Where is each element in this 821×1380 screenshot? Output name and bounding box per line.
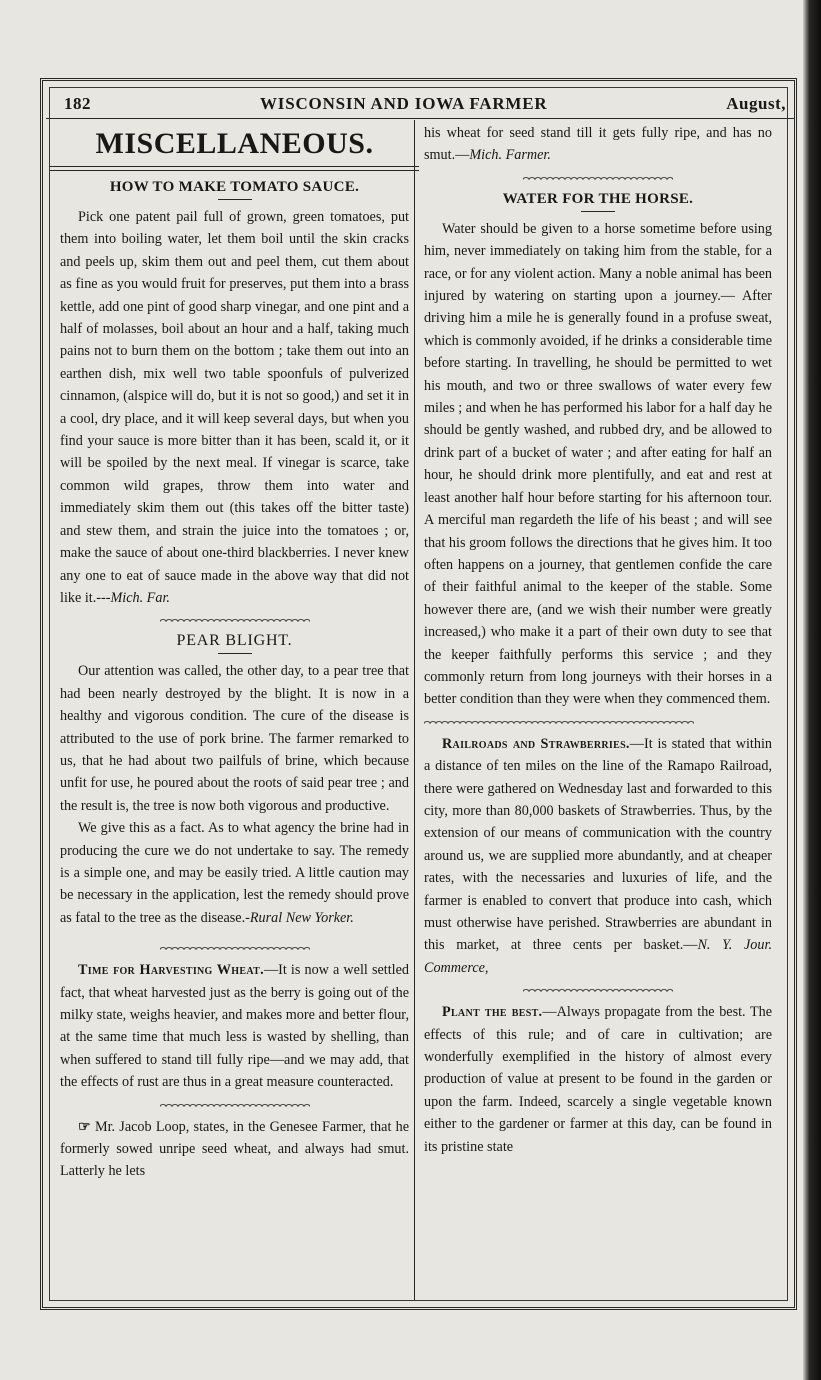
pointing-hand-icon: ☞ <box>78 1118 91 1135</box>
heading-rule <box>218 199 252 200</box>
running-header <box>54 92 790 116</box>
article-separator <box>523 985 673 993</box>
article-body-water-horse: Water should be given to a horse sometime before using him, never immediately on taking him from the stable, for a race, or for any violent action. Many a noble animal has been injured by watering on starting upon a journey.— After driving him a mile he is generally found in a profuse sweat, which is commonly avoided, if he drinks a considerable time before starting. In travelling, he should be permitted to wet his mouth, and two or three swallows of water every few miles ; and when he has performed his labor for a half day he should be gently washed, and rubbed dry, and be allowed to drink part of a bucket of water ; and after eating for half an hour, he should drink more plentifully, and eat and rest at least another half hour before starting for his afternoon tour. A merciful man regardeth the life of his beast ; and will see that his groom follows the directions that he gives him. It too often happens on a journey, that gentlemen confide the care of their faithful animal to the keeper of the stable. Some however there are, (and we wish their number were greatly increased,) who make it a part of their own duty to see that the keeper faithfully performs this service ; and they commonly return from long journeys with their horses in a better condition than they were when they commenced them. <box>424 220 772 708</box>
publication-title: WISCONSIN AND IOWA FARMER <box>260 94 548 113</box>
page-number: 182 <box>64 94 91 113</box>
article-plant-the-best: Plant the best.—Always propagate from the best. The effects of this rule; and of care in cultivation; are wonderfully exemplified in the history of almost every production of value at present to be found in the garden or upon the farm. Indeed, scarcely a single vegetable known either to the gardener or farmer at this day, can be found in its pristine state <box>424 1004 773 1155</box>
article-separator <box>523 173 673 181</box>
header-rule <box>46 118 794 119</box>
article-body-pear-blight-1: Our attention was called, the other day, to a pear tree that had been nearly destroyed by the blight. It is now in a healthy and vigorous condition. The cure of the disease is attributed to the use of pork brine. The farmer remarked to us, that he had about two pailfuls of brine, which because unfit for use, he poured about the roots of said pear tree ; and the result is, the tree is now both vigorous and productive. <box>60 663 409 814</box>
right-column <box>424 122 772 1158</box>
issue-month: August, <box>726 94 786 113</box>
article-separator <box>160 1100 310 1108</box>
article-separator <box>160 615 310 623</box>
section-rule <box>50 166 419 171</box>
section-title: MISCELLANEOUS. <box>95 127 374 160</box>
article-separator <box>160 943 310 951</box>
article-heading-tomato-sauce: HOW TO MAKE TOMATO SAUCE. <box>109 179 360 195</box>
page-edge-shadow <box>803 0 821 1380</box>
heading-rule <box>218 653 252 654</box>
left-column <box>60 122 409 1183</box>
article-separator <box>424 717 694 725</box>
heading-rule <box>581 211 615 212</box>
article-railroads-strawberries: Railroads and Strawberries.—It is stated that within a distance of ten miles on the line of the Ramapo Railroad, there were gathered on Wednesday last and forwarded to this city, more than 80,000 baskets of Strawberries. Thus, by the extension of our means of communication with the country around us, we are supplied more abundantly, and at cheaper rates, with the necessaries and luxuries of life, and the farmer is enabled to convert that produce into cash, which must otherwise have perished. Strawberries are abundant in this market, at three cents per basket.—N. Y. Jour. Commerce, <box>424 735 772 976</box>
article-harvesting-wheat: Time for Harvesting Wheat.—It is now a well settled fact, that wheat harvested just as the berry is going out of the milky state, weighs heavier, and makes more and better flour, at the same time that much less is wasted by shelling, than when suffered to stand till fully ripe—and we may add, that the effects of rust are thus in a great measure counteracted. <box>60 962 410 1091</box>
article-continuation: his wheat for seed stand till it gets fully ripe, and has no smut.—Mich. Farmer. <box>424 125 772 164</box>
article-jacob-loop: ☞ Mr. Jacob Loop, states, in the Genesee Farmer, that he formerly sowed unripe seed wheat, and always had smut. Latterly he lets <box>60 1118 410 1180</box>
article-body-pear-blight-2: We give this as a fact. As to what agency the brine had in producing the cure we do not undertake to say. The remedy is a simple one, and may be easily tried. A little caution may be necessary in the application, lest the remedy should prove as fatal to the tree as the disease.-Rural New Yorker. <box>60 820 409 926</box>
article-heading-pear-blight: PEAR BLIGHT. <box>176 632 293 650</box>
article-body-tomato-sauce: Pick one patent pail full of grown, green tomatoes, put them into boiling water, let them boil until the skin cracks and peels up, skim them out and peel them, cut them about as fine as you would fruit for preserves, put them into a brass kettle, add one pint of good sharp vinegar, and one pint and a half of molasses, boil about an hour and a half, taking much pains not to burn them on the bottom ; take them out into an earthen dish, mix well two table spoonfuls of pulverized cinnamon, (alspice will do, but it is not so good,) and set it in a cool, dry place, and it will keep several days, but when you find your sauce is more bitter than it has been, scald it, or it will be spoiled by the next meal. If vinegar is scarce, take common wild grapes, throw them into water and immediately skim them out (this takes off the bitter taste) and stew them, and strain the juice into the tomatoes ; or, make the sauce of about one-third blackberries. I never knew any one to eat of sauce made in the above way that did not like it.---Mich. Far. <box>60 209 409 606</box>
article-heading-water-horse: WATER FOR THE HORSE. <box>502 190 694 207</box>
column-divider <box>414 120 415 1300</box>
